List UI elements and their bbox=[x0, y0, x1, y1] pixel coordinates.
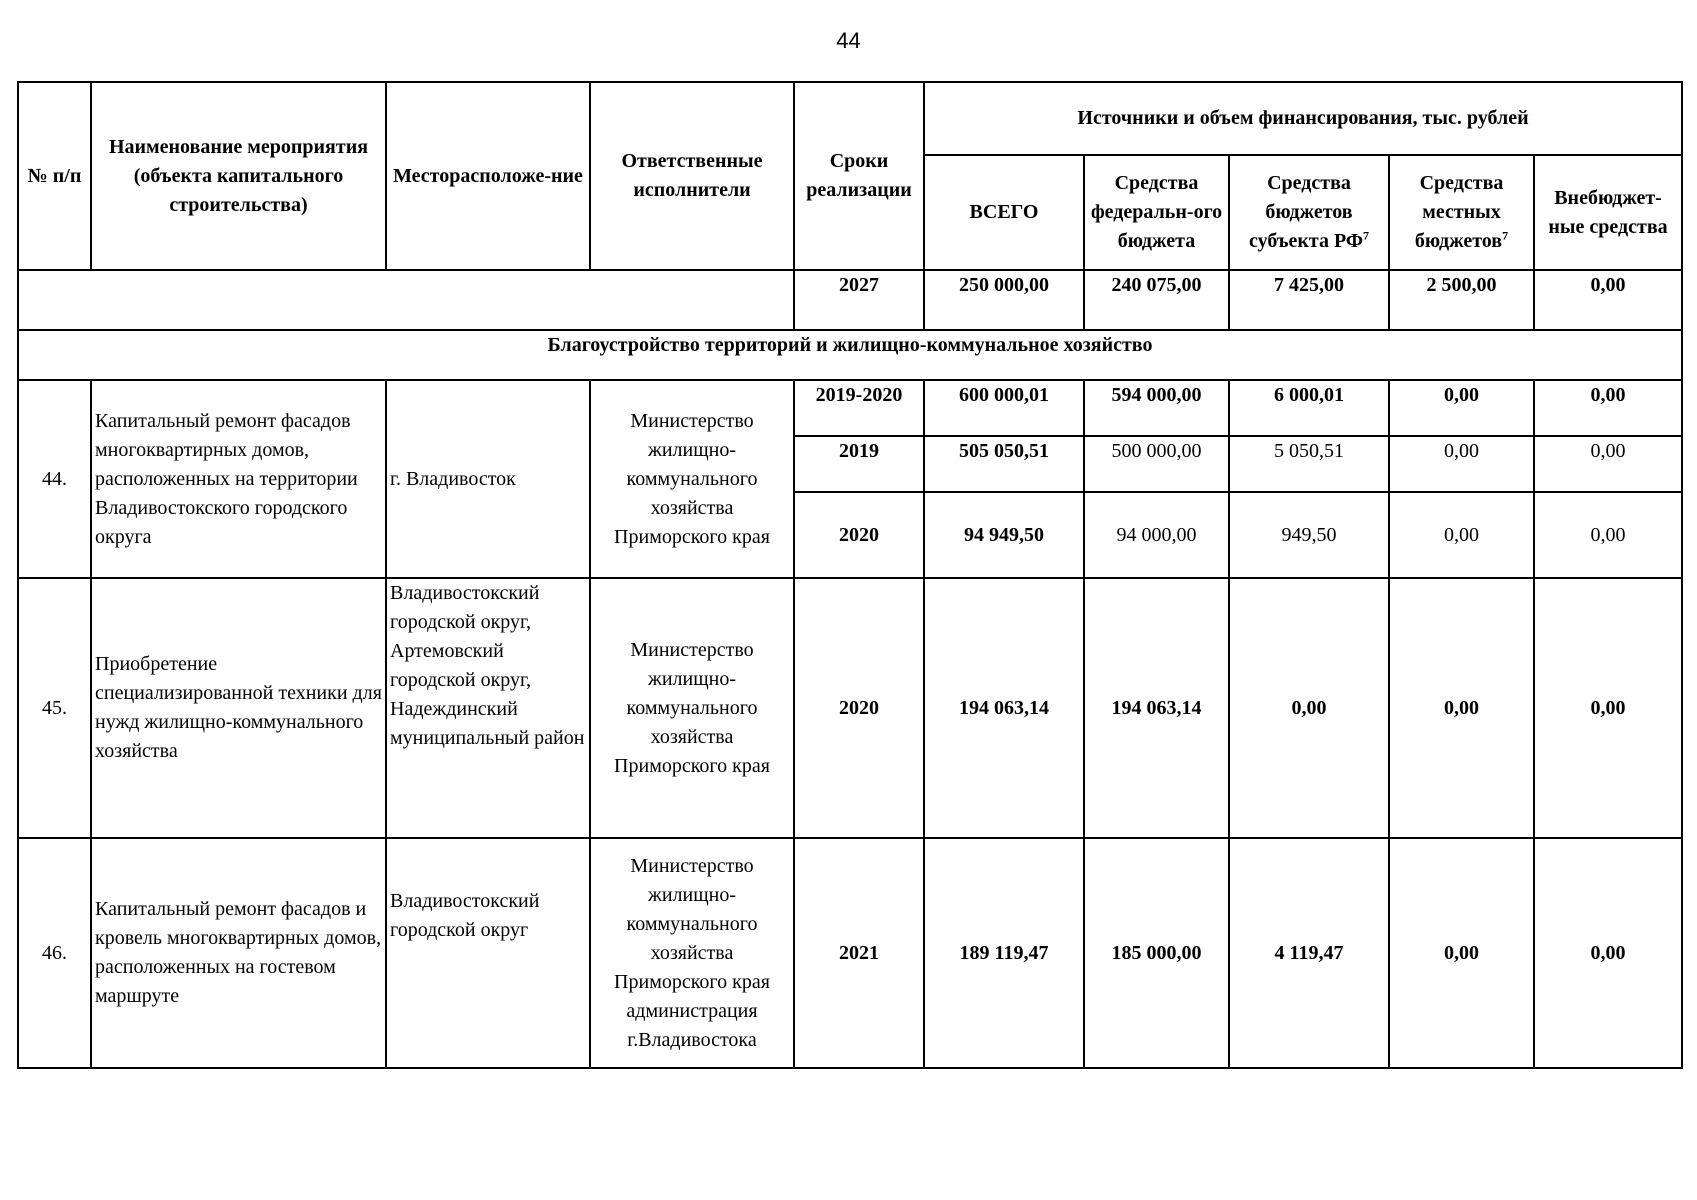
header-row-top bbox=[18, 82, 1682, 155]
row-local: 0,00 bbox=[1389, 838, 1534, 1068]
row-offbudget: 0,00 bbox=[1534, 578, 1682, 838]
header-terms: Сроки реализации bbox=[794, 82, 924, 270]
header-num: № п/п bbox=[18, 82, 91, 270]
carry-row-blank bbox=[18, 270, 794, 330]
row-executors: Министерство жилищно-коммунального хозяйства Приморского края bbox=[590, 380, 794, 578]
row-executors: Министерство жилищно-коммунального хозяйства Приморского края администрация г.Владивостока bbox=[590, 838, 794, 1068]
row-executors: Министерство жилищно-коммунального хозяйства Приморского края bbox=[590, 578, 794, 838]
row-year: 2019-2020 bbox=[794, 380, 924, 436]
table-row bbox=[18, 380, 1682, 436]
row-year: 2021 bbox=[794, 838, 924, 1068]
row-num: 44. bbox=[18, 380, 91, 578]
financing-table bbox=[17, 81, 1683, 1069]
header-subject-text: Средства бюджетов субъекта РФ bbox=[1248, 172, 1364, 252]
section-title: Благоустройство территорий и жилищно-коммунальное хозяйство bbox=[18, 330, 1682, 380]
header-local-text: Средства местных бюджетов bbox=[1414, 172, 1504, 252]
row-location: Владивостокский городской округ, Артемовский городской округ, Надеждинский муниципальный район bbox=[386, 578, 590, 838]
carry-federal: 240 075,00 bbox=[1084, 270, 1229, 330]
row-location: г. Владивосток bbox=[386, 380, 590, 578]
header-local bbox=[1389, 155, 1534, 270]
carry-row bbox=[18, 270, 1682, 330]
row-federal: 194 063,14 bbox=[1084, 578, 1229, 838]
row-name: Капитальный ремонт фасадов многоквартирных домов, расположенных на территории Владивостокского городского округа bbox=[91, 380, 386, 578]
header-sources: Источники и объем финансирования, тыс. рублей bbox=[924, 82, 1682, 155]
subrow-federal: 500 000,00 bbox=[1084, 436, 1229, 492]
subrow-offbudget: 0,00 bbox=[1534, 436, 1682, 492]
subrow-federal: 94 000,00 bbox=[1084, 492, 1229, 578]
header-subject bbox=[1229, 155, 1389, 270]
row-local: 0,00 bbox=[1389, 380, 1534, 436]
header-location: Месторасположе-ние bbox=[386, 82, 590, 270]
row-num: 46. bbox=[18, 838, 91, 1068]
row-subject: 4 119,47 bbox=[1229, 838, 1389, 1068]
row-local: 0,00 bbox=[1389, 578, 1534, 838]
row-federal: 185 000,00 bbox=[1084, 838, 1229, 1068]
header-executors: Ответственные исполнители bbox=[590, 82, 794, 270]
row-location: Владивостокский городской округ bbox=[386, 838, 590, 1068]
subrow-offbudget: 0,00 bbox=[1534, 492, 1682, 578]
row-offbudget: 0,00 bbox=[1534, 380, 1682, 436]
row-total: 189 119,47 bbox=[924, 838, 1084, 1068]
carry-year: 2027 bbox=[794, 270, 924, 330]
row-total: 194 063,14 bbox=[924, 578, 1084, 838]
row-name: Капитальный ремонт фасадов и кровель многоквартирных домов, расположенных на гостевом маршруте bbox=[91, 838, 386, 1068]
header-subject-footnote: 7 bbox=[1363, 228, 1370, 243]
subrow-local: 0,00 bbox=[1389, 436, 1534, 492]
page-number: 44 bbox=[836, 28, 861, 53]
row-num: 45. bbox=[18, 578, 91, 838]
header-total: ВСЕГО bbox=[924, 155, 1084, 270]
subrow-subject: 5 050,51 bbox=[1229, 436, 1389, 492]
subrow-subject: 949,50 bbox=[1229, 492, 1389, 578]
header-name: Наименование мероприятия (объекта капитального строительства) bbox=[91, 82, 386, 270]
row-total: 600 000,01 bbox=[924, 380, 1084, 436]
row-name: Приобретение специализированной техники для нужд жилищно-коммунального хозяйства bbox=[91, 578, 386, 838]
table-row bbox=[18, 838, 1682, 1068]
section-row bbox=[18, 330, 1682, 380]
subrow-total: 94 949,50 bbox=[924, 492, 1084, 578]
carry-subject: 7 425,00 bbox=[1229, 270, 1389, 330]
subrow-year: 2019 bbox=[794, 436, 924, 492]
header-offbudget: Внебюджет-ные средства bbox=[1534, 155, 1682, 270]
header-local-footnote: 7 bbox=[1502, 228, 1509, 243]
subrow-year: 2020 bbox=[794, 492, 924, 578]
subrow-total: 505 050,51 bbox=[924, 436, 1084, 492]
header-federal: Средства федеральн-ого бюджета bbox=[1084, 155, 1229, 270]
row-offbudget: 0,00 bbox=[1534, 838, 1682, 1068]
table-row bbox=[18, 578, 1682, 838]
carry-total: 250 000,00 bbox=[924, 270, 1084, 330]
row-year: 2020 bbox=[794, 578, 924, 838]
row-subject: 0,00 bbox=[1229, 578, 1389, 838]
row-federal: 594 000,00 bbox=[1084, 380, 1229, 436]
carry-offbudget: 0,00 bbox=[1534, 270, 1682, 330]
subrow-local: 0,00 bbox=[1389, 492, 1534, 578]
carry-local: 2 500,00 bbox=[1389, 270, 1534, 330]
row-subject: 6 000,01 bbox=[1229, 380, 1389, 436]
